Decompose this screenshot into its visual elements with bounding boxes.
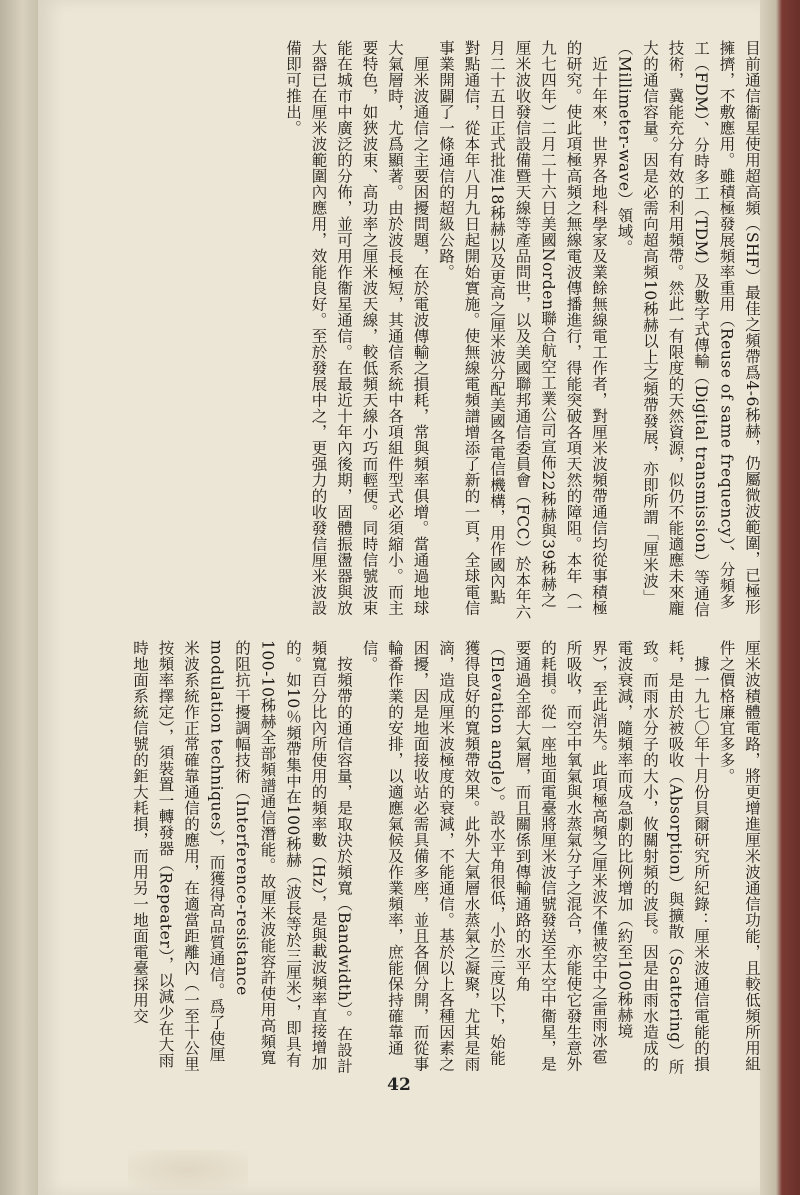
page-number: 42 (387, 1075, 411, 1095)
book-cover-edge (760, 0, 800, 1195)
paper-stain (128, 1150, 248, 1190)
text-block-upper: 目前通信衞星使用超高頻（SHF）最佳之頻帶爲4-6秭赫，仍屬微波範圍，已極形擁擠，不敷應用。雖積極發展頻率重用（Reuse of same frequency）、分頻多工（FDM）、分時多工（TDM）及數字式傳輸（Digital transmission）等通信技術，冀能充分有效的利用頻帶。然此一有限度的天然資源，似仍不能適應未來龐大的通信容量。因是必需向超高頻10秭赫以上之頻帶發展，亦即所謂「厘米波」（Millimeter-wave）領域。 近十年來，世界各地科學家及業餘無線電工作者，對厘米波頻帶通信均從事積極的研究。使此項極高頻之無線電波傳播進行，得能突破各項天然的障阻。本年（一九七四年）二月二十六日美國Norden聯合航空工業公司宣佈22秭赫與39秭赫之厘米波收發信設備暨天線等產品問世，以及美國聯邦通信委員會（FCC）於本年六月二十五日正式批准18秭赫以及更高之厘米波分配美國各電信機構，用作國內點對點通信，從本年八月九日起開始實施。使無線電頻譜增添了新的一頁，全球電信事業開闢了一條通信的超級公路。 厘米波通信之主要困擾問題，在於電波傳輸之損耗，常與頻率俱增。當通過地球大氣層時，尤爲顯著。由於波長極短，其通信系統中各項組件型式必須縮小。而主要特色，如狹波束、高功率之厘米波天線，較低頻天線小巧而輕便。同時信號波束能在城市中廣泛的分佈，並可用作衞星通信。在最近十年內後期，固體振盪器與放大器已在厘米波範圍內應用，效能良好。至於發展中之，更强力的收發信厘米波設備即可推出。 (284, 40, 761, 620)
text-block-lower: 厘米波積體電路，將更增進厘米波通信功能，且較低頻所用組件之價格廉宜多多。 據一九七〇年十月份貝爾研究所紀錄：厘米波通信電能的損耗，是由於被吸收（Absorption）與擴散（Scattering）所致。而雨水分子的大小，攸關射頻的波長。因是由雨水造成的電波衰減，隨頻率而成急劇的比例增加（約至100秭赫境界），至此消失。此項極高頻之厘米波不僅被空中之雷雨冰雹所吸收，而空中氧氣與水蒸氣分子之混合，亦能使它發生意外的耗損。從一座地面電臺將厘米波信號發送至太空中衞星，是要通過全部大氣層，而且關係到傳輸通路的水平角（Elevation angle）。設水平角很低，小於三度以下，始能獲得良好的寬頻帶效果。此外大氣層水蒸氣之凝聚，尤其是雨滴，造成厘米波極度的衰減，不能通信。基於以上各種因素之困擾，因是地面接收站必需具備多座，並且各個分開，而從事輪番作業的安排，以適應氣候及作業頻率，庶能保持確靠通信。 按頻帶的通信容量，是取決於頻寬（Bandwidth）。在設計頻寬百分比內所使用的頻率數（Hz），是與載波頻率直接增加的。如10％頻帶集中在100秭赫（波長等於三厘米），即具有100-10秭赫全部頻譜通信潛能。故厘米波能容許使用高頻寬的阻抗干擾調幅技術（Interference-resistance modulation techniques），而獲得高品質通信。爲了使厘米波系統作正常確靠通信的應用，在適當距離內（一至十公里按頻率擇定），須裝置一轉發器（Repeater），以減少在大雨時地面系統信號的鉅大耗損，而用另一地面電臺採用交 (131, 640, 761, 1075)
book-gutter (0, 0, 38, 1195)
book-page (38, 0, 760, 1195)
